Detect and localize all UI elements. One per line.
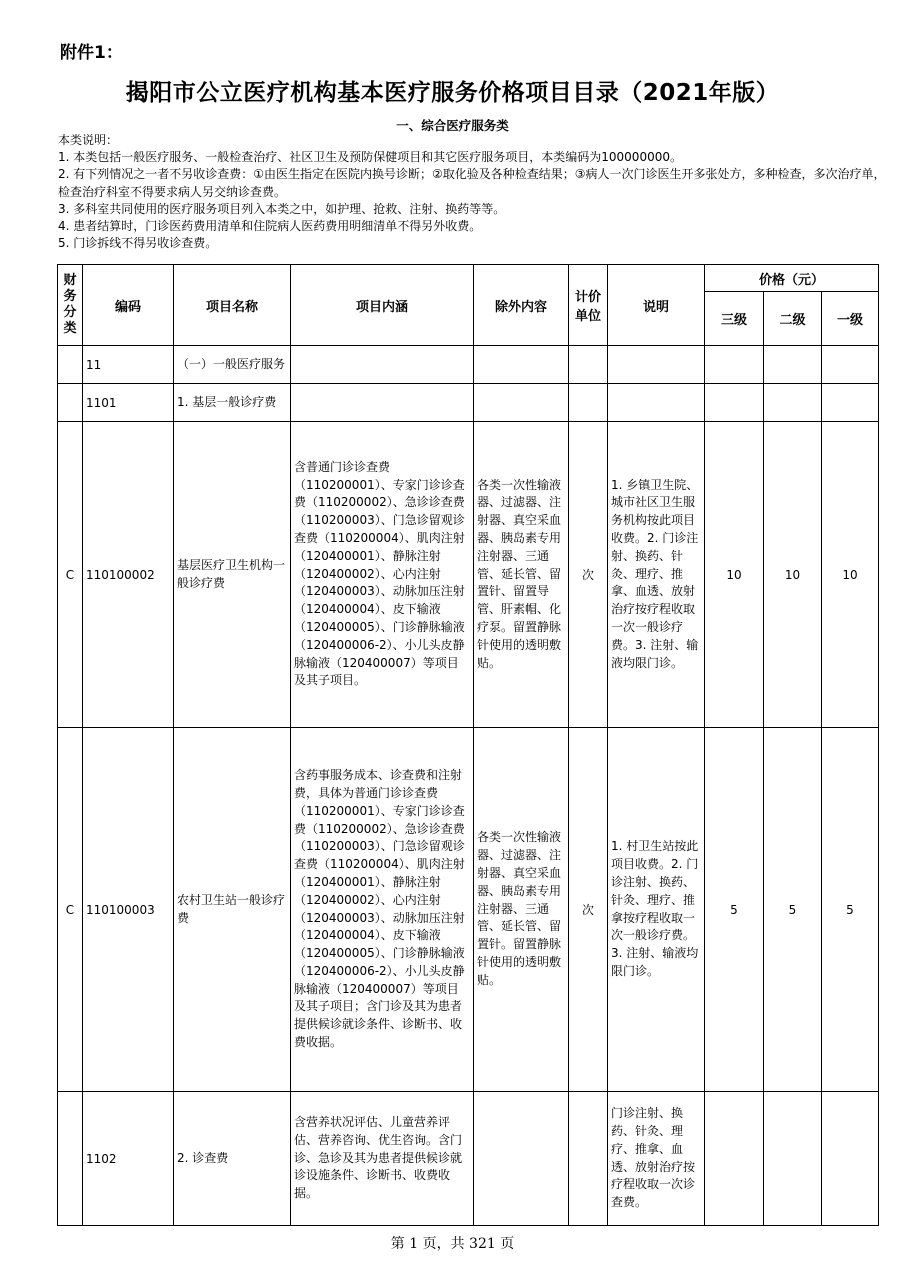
- cell-note: 门诊注射、换药、针灸、理疗、推拿、血透、放射治疗按疗程收取一次诊查费。: [608, 1092, 705, 1226]
- cell-name: 农村卫生站一般诊疗费: [174, 728, 291, 1092]
- cell-price-level3: 10: [705, 422, 764, 728]
- cell-content: [291, 384, 474, 422]
- note-item: 1. 本类包括一般医疗服务、一般检查治疗、社区卫生及预防保健项目和其它医疗服务项目，本类编码为100000000。: [58, 150, 682, 165]
- cell-price-level2: 10: [764, 422, 822, 728]
- cell-name: （一）一般医疗服务: [174, 346, 291, 384]
- header-code: 编码: [83, 265, 174, 346]
- cell-price-level1: 10: [822, 422, 879, 728]
- attachment-label: 附件1：: [60, 43, 123, 63]
- cell-category: C: [58, 728, 83, 1092]
- header-unit: 计价单位: [569, 265, 608, 346]
- header-price: 价格（元）: [705, 265, 879, 292]
- cell-price-level3: [705, 384, 764, 422]
- price-table: [57, 264, 879, 1226]
- cell-unit: [569, 1092, 608, 1226]
- cell-unit: [569, 384, 608, 422]
- header-level2: 二级: [764, 292, 822, 346]
- cell-category: [58, 1092, 83, 1226]
- cell-exclude: 各类一次性输液器、过滤器、注射器、真空采血器、胰岛素专用注射器、三通管、延长管、留置针、留置导管、肝素帽、化疗泵。留置静脉针使用的透明敷贴。: [474, 422, 569, 728]
- cell-note: [608, 384, 705, 422]
- cell-price-level1: [822, 1092, 879, 1226]
- notes-heading: 本类说明：: [58, 133, 119, 147]
- header-name: 项目名称: [174, 265, 291, 346]
- cell-content: [291, 346, 474, 384]
- cell-price-level1: [822, 384, 879, 422]
- cell-price-level3: [705, 346, 764, 384]
- cell-code: 1102: [83, 1092, 174, 1226]
- cell-price-level3: 5: [705, 728, 764, 1092]
- note-item: 5. 门诊拆线不得另收诊查费。: [58, 236, 218, 251]
- cell-name: 2. 诊查费: [174, 1092, 291, 1226]
- cell-price-level3: [705, 1092, 764, 1226]
- document-title: 揭阳市公立医疗机构基本医疗服务价格项目目录（2021年版）: [125, 80, 780, 106]
- cell-code: 110100002: [83, 422, 174, 728]
- cell-category: C: [58, 422, 83, 728]
- table-row: [58, 1092, 879, 1226]
- cell-name: 基层医疗卫生机构一般诊疗费: [174, 422, 291, 728]
- header-level3: 三级: [705, 292, 764, 346]
- cell-price-level2: 5: [764, 728, 822, 1092]
- cell-price-level1: [822, 346, 879, 384]
- cell-content: 含药事服务成本、诊查费和注射费，具体为普通门诊诊查费（110200001）、专家门诊诊查费（110200002）、急诊诊查费（110200003）、门急诊留观诊查费（110200004）、肌肉注射（120400001）、静脉注射（120400002）、心内注射（120400003）、动脉加压注射（120400004）、皮下输液（120400005）、门诊静脉输液（120400006-2）、小儿头皮静脉输液（120400007）等项目及其子项目；含门诊及其为患者提供候诊就诊条件、诊断书、收费收据。: [291, 728, 474, 1092]
- note-item: 4. 患者结算时，门诊医药费用清单和住院病人医药费用明细清单不得另外收费。: [58, 219, 482, 234]
- cell-exclude: [474, 1092, 569, 1226]
- cell-category: [58, 384, 83, 422]
- table-row: [58, 384, 879, 422]
- cell-unit: [569, 346, 608, 384]
- cell-exclude: [474, 346, 569, 384]
- table-row: [58, 422, 879, 728]
- header-level1: 一级: [822, 292, 879, 346]
- cell-category: [58, 346, 83, 384]
- cell-code: 11: [83, 346, 174, 384]
- cell-exclude: 各类一次性输液器、过滤器、注射器、真空采血器、胰岛素专用注射器、三通管、延长管、留置针。留置静脉针使用的透明敷贴。: [474, 728, 569, 1092]
- header-exclude: 除外内容: [474, 265, 569, 346]
- section-title: 一、综合医疗服务类: [396, 118, 509, 133]
- page-footer: 第 1 页，共 321 页: [390, 1236, 515, 1252]
- cell-price-level2: [764, 346, 822, 384]
- cell-price-level2: [764, 1092, 822, 1226]
- cell-content: 含普通门诊诊查费（110200001）、专家门诊诊查费（110200002）、急诊诊查费（110200003）、门急诊留观诊查费（110200004）、肌肉注射（120400001）、静脉注射（120400002）、心内注射（120400003）、动脉加压注射（120400004）、皮下输液（120400005）、门诊静脉输液（120400006-2）、小儿头皮静脉输液（120400007）等项目及其子项目。: [291, 422, 474, 728]
- cell-note: 1. 村卫生站按此项目收费。2. 门诊注射、换药、针灸、理疗、推拿按疗程收取一次一般诊疗费。3. 注射、输液均限门诊。: [608, 728, 705, 1092]
- cell-content: 含营养状况评估、儿童营养评估、营养咨询、优生咨询。含门诊、急诊及其为患者提供候诊就诊设施条件、诊断书、收费收据。: [291, 1092, 474, 1226]
- cell-note: 1. 乡镇卫生院、城市社区卫生服务机构按此项目收费。2. 门诊注射、换药、针灸、理疗、推拿、血透、放射治疗按疗程收取一次一般诊疗费。3. 注射、输液均限门诊。: [608, 422, 705, 728]
- header-note: 说明: [608, 265, 705, 346]
- cell-code: 110100003: [83, 728, 174, 1092]
- note-item: 2. 有下列情况之一者不另收诊查费：①由医生指定在医院内换号诊断；②取化验及各种检查结果；③病人一次门诊医生开多张处方，多种检查，多次治疗单，检查治疗科室不得要求病人另交纳诊查费。: [58, 167, 886, 199]
- cell-note: [608, 346, 705, 384]
- table-row: [58, 346, 879, 384]
- note-item: 3. 多科室共同使用的医疗服务项目列入本类之中，如护理、抢救、注射、换药等等。: [58, 201, 506, 216]
- cell-exclude: [474, 384, 569, 422]
- category-notes: [58, 132, 888, 252]
- cell-unit: 次: [569, 422, 608, 728]
- table-row: [58, 728, 879, 1092]
- cell-unit: 次: [569, 728, 608, 1092]
- header-content: 项目内涵: [291, 265, 474, 346]
- header-category: 财务分类: [58, 265, 83, 346]
- cell-code: 1101: [83, 384, 174, 422]
- cell-price-level1: 5: [822, 728, 879, 1092]
- cell-price-level2: [764, 384, 822, 422]
- cell-name: 1. 基层一般诊疗费: [174, 384, 291, 422]
